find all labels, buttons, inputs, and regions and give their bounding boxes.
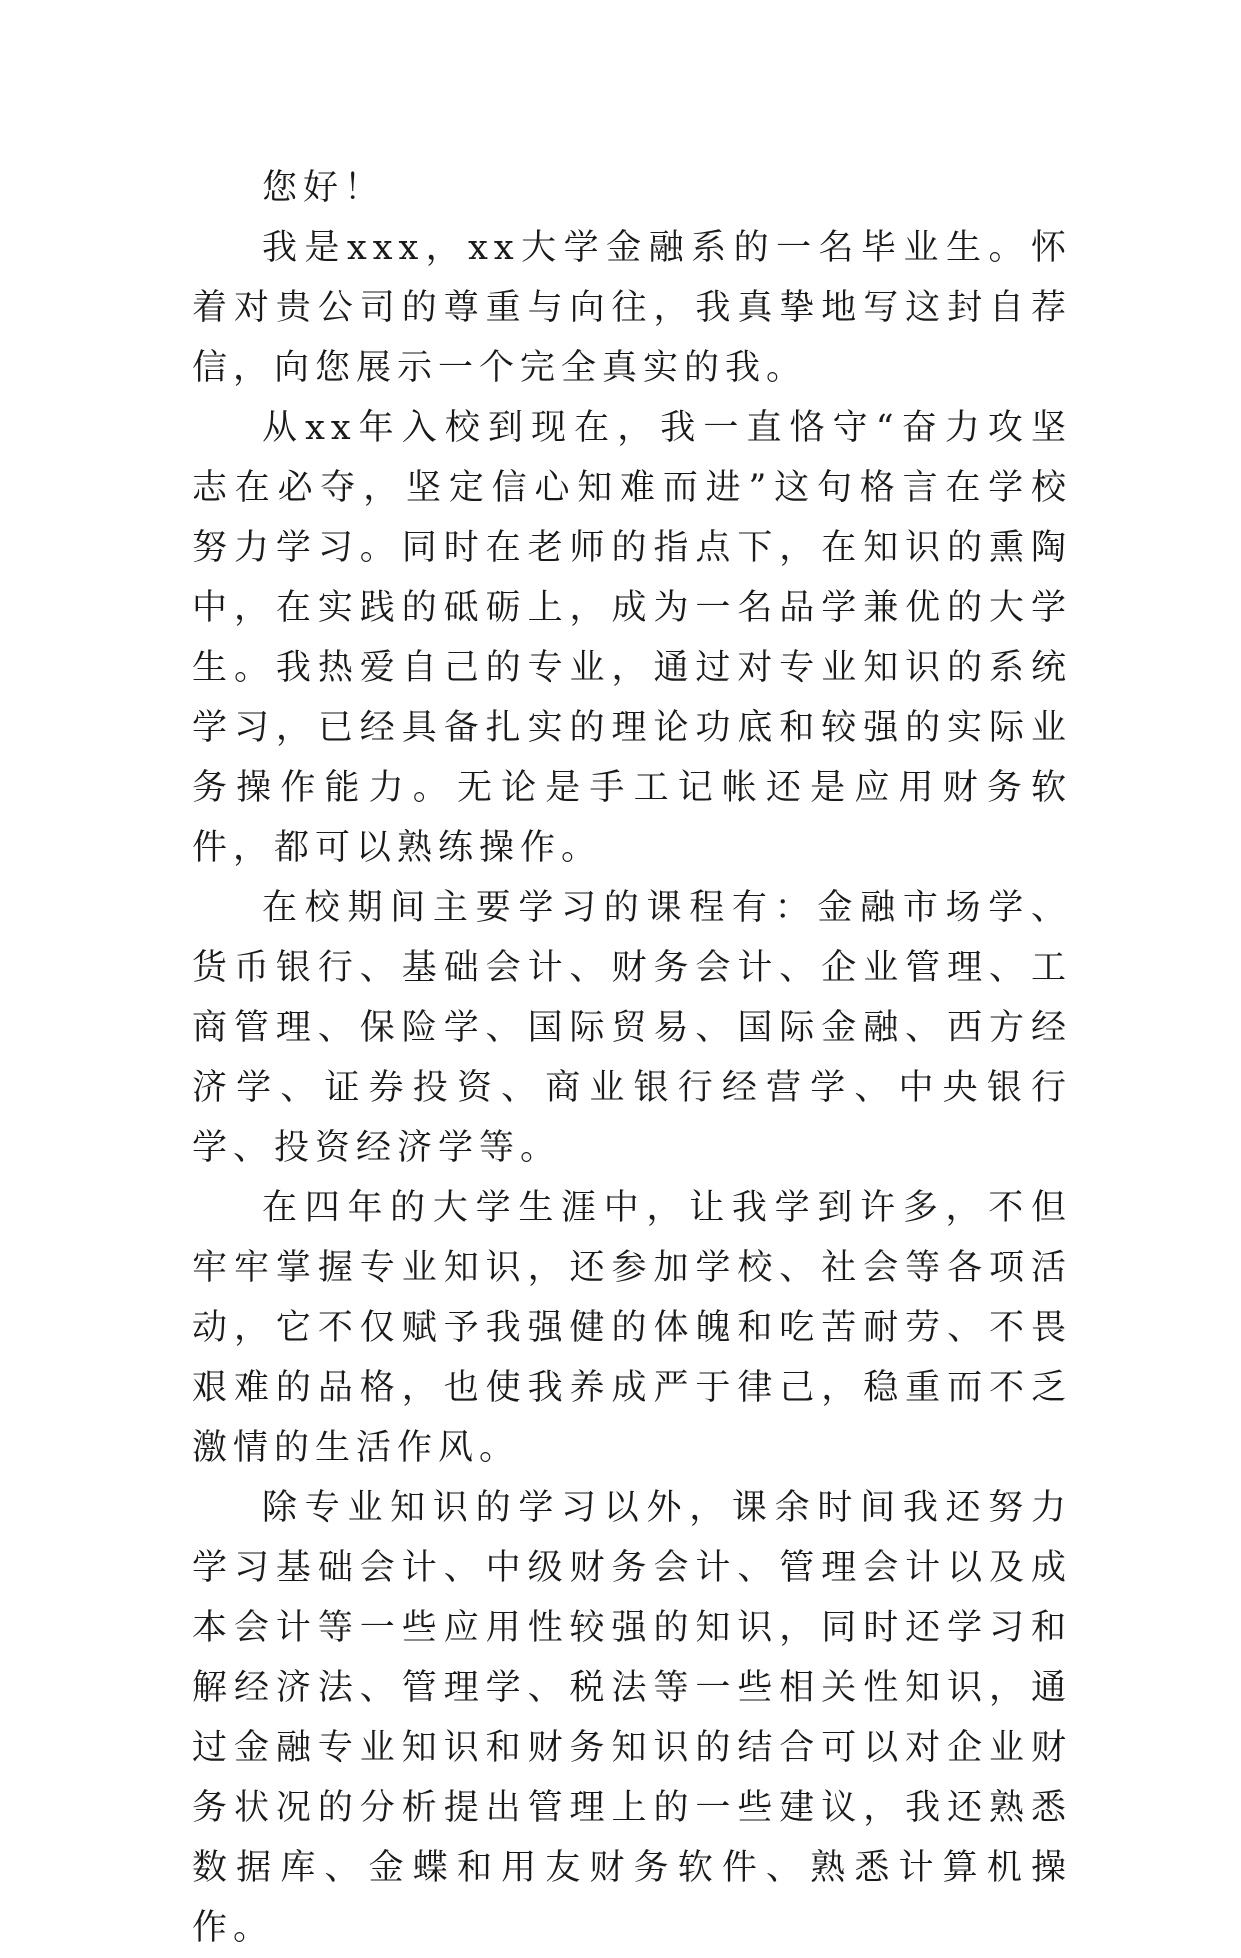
paragraph-study-motto: 从xx年入校到现在，我一直恪守“奋力攻坚志在必夺，坚定信心知难而进”这句格言在学校努力学习。同时在老师的指点下，在知识的熏陶中，在实践的砥砺上，成为一名品学兼优的大学生。我热爱自己的专业，通过对专业知识的系统学习，已经具备扎实的理论功底和较强的实际业务操作能力。无论是手工记帐还是应用财务软件，都可以熟练操作。 [192, 408, 1072, 868]
paragraph-university-life: 在四年的大学生涯中，让我学到许多，不但牢牢掌握专业知识，还参加学校、社会等各项活动，它不仅赋予我强健的体魄和吃苦耐劳、不畏艰难的品格，也使我养成严于律己，稳重而不乏激情的生活作风。 [192, 1188, 1072, 1468]
greeting: 您好！ [262, 168, 386, 208]
paragraph-extra-skills: 除专业知识的学习以外，课余时间我还努力学习基础会计、中级财务会计、管理会计以及成本会计等一些应用性较强的知识，同时还学习和解经济法、管理学、税法等一些相关性知识，通过金融专业知识和财务知识的结合可以对企业财务状况的分析提出管理上的一些建议，我还熟悉数据库、金蝶和用友财务软件、熟悉计算机操作。 [192, 1488, 1072, 1948]
paragraph-courses: 在校期间主要学习的课程有：金融市场学、货币银行、基础会计、财务会计、企业管理、工商管理、保险学、国际贸易、国际金融、西方经济学、证券投资、商业银行经营学、中央银行学、投资经济学等。 [192, 888, 1072, 1168]
letter-body [192, 158, 1072, 1958]
paragraph-introduction: 我是xxx，xx大学金融系的一名毕业生。怀着对贵公司的尊重与向往，我真挚地写这封自荐信，向您展示一个完全真实的我。 [192, 228, 1072, 388]
